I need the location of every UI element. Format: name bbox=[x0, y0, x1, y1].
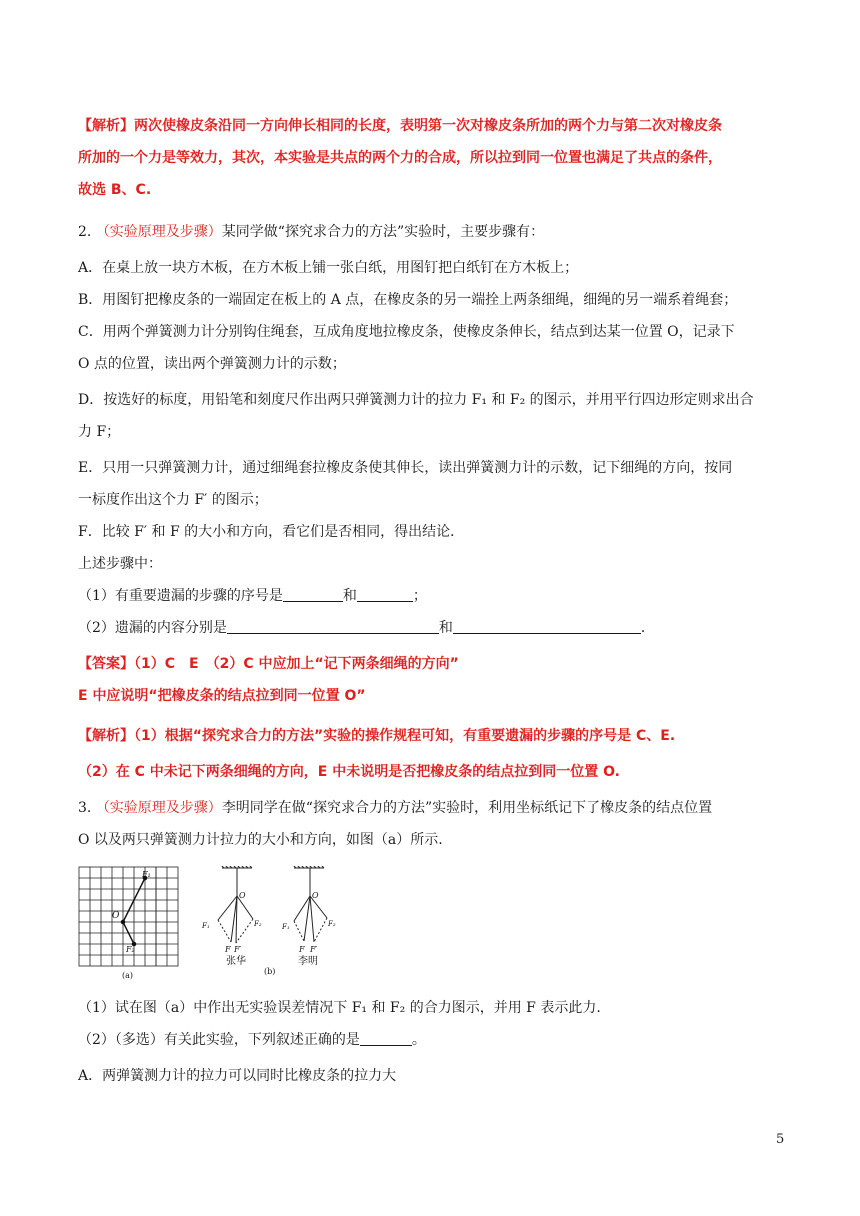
punctuation: ． bbox=[640, 620, 655, 636]
figure-a-label: (a) bbox=[122, 971, 134, 980]
step-d: D．按选好的标度，用铅笔和刻度尺作出两只弹簧测力计的拉力 F₁ 和 F₂ 的图示，并用平行四边形定则求出合 bbox=[78, 392, 754, 408]
punctuation: ； bbox=[412, 588, 427, 604]
lm-f2-label: F₂ bbox=[328, 920, 336, 928]
connector-text: 和 bbox=[438, 620, 453, 636]
sub-question-text: （2）遗漏的内容分别是 bbox=[78, 620, 227, 636]
experiment-figure bbox=[78, 866, 358, 982]
analysis-line: 【解析】（1）根据“探究求合力的方法”实验的操作规程可知，有重要遗漏的步骤的序号是 C、E. bbox=[78, 728, 676, 744]
steps-lead: 上述步骤中： bbox=[78, 556, 162, 572]
f1-label: F₁ bbox=[142, 870, 151, 879]
figure-b-label: (b) bbox=[264, 967, 276, 976]
step-e-cont: 一标度作出这个力 F′ 的图示； bbox=[78, 492, 268, 508]
step-c-cont: O 点的位置，读出两个弹簧测力计的示数； bbox=[78, 356, 346, 372]
sub-question-1 bbox=[78, 586, 427, 606]
answer-line: 【答案】（1）C E （2）C 中应加上“记下两条细绳的方向” bbox=[78, 656, 459, 672]
q3-sub-question-2 bbox=[78, 1030, 426, 1050]
answer-blank[interactable] bbox=[227, 619, 439, 634]
answer-blank[interactable] bbox=[357, 587, 413, 602]
question-stem: 某同学做“探究求合力的方法”实验时，主要步骤有： bbox=[221, 224, 545, 240]
question-3-stem bbox=[78, 798, 712, 818]
punctuation: 。 bbox=[411, 1032, 426, 1048]
lm-f-label: F bbox=[299, 945, 305, 954]
answer-blank[interactable] bbox=[283, 587, 343, 602]
lm-o-label: O bbox=[312, 891, 319, 900]
zh-o-label: O bbox=[239, 891, 246, 900]
answer-blank[interactable] bbox=[360, 1031, 412, 1046]
step-e: E．只用一只弹簧测力计，通过细绳套拉橡皮条使其伸长，读出弹簧测力计的示数，记下细绳的方向，按同 bbox=[78, 460, 733, 476]
question-number: 3. bbox=[78, 800, 92, 816]
page-number: 5 bbox=[776, 1132, 785, 1147]
lm-fprime-label: F′ bbox=[310, 945, 318, 954]
sub-question-text: （1）有重要遗漏的步骤的序号是 bbox=[78, 588, 283, 604]
step-b: B．用图钉把橡皮条的一端固定在板上的 A 点，在橡皮条的另一端拴上两条细绳，细绳的另一端系着绳套； bbox=[78, 292, 738, 308]
name-liming: 李明 bbox=[298, 956, 318, 967]
question-number: 2. bbox=[78, 224, 92, 240]
name-zhanghua: 张华 bbox=[226, 956, 246, 967]
question-3-stem-cont: O 以及两只弹簧测力计拉力的大小和方向，如图（a）所示. bbox=[78, 832, 443, 848]
answer-blank[interactable] bbox=[453, 619, 641, 634]
step-a: A．在桌上放一块方木板，在方木板上铺一张白纸，用图钉把白纸钉在方木板上； bbox=[78, 260, 579, 276]
analysis-line: 故选 B、C. bbox=[78, 182, 152, 198]
analysis-line: （2）在 C 中未记下两条细绳的方向，E 中未说明是否把橡皮条的结点拉到同一位置 O. bbox=[78, 764, 620, 780]
analysis-line: 【解析】两次使橡皮条沿同一方向伸长相同的长度，表明第一次对橡皮条所加的两个力与第二次对橡皮条 bbox=[78, 118, 722, 134]
f2-label: F₂ bbox=[126, 945, 135, 954]
sub-question-text: （2）（多选）有关此实验，下列叙述正确的是 bbox=[78, 1032, 360, 1048]
question-tag: （实验原理及步骤） bbox=[95, 224, 222, 240]
question-2-stem bbox=[78, 222, 544, 242]
point-o-label: O bbox=[112, 911, 120, 921]
setup-zhanghua bbox=[218, 866, 253, 943]
answer-line: E 中应说明“把橡皮条的结点拉到同一位置 O” bbox=[78, 688, 366, 704]
step-d-cont: 力 F； bbox=[78, 424, 121, 440]
question-stem: 李明同学在做“探究求合力的方法”实验时，利用坐标纸记下了橡皮条的结点位置 bbox=[221, 800, 713, 816]
option-a: A．两弹簧测力计的拉力可以同时比橡皮条的拉力大 bbox=[78, 1068, 397, 1084]
step-f: F．比较 F′ 和 F 的大小和方向，看它们是否相同，得出结论． bbox=[78, 524, 465, 540]
zh-f1-label: F₁ bbox=[202, 922, 210, 930]
setup-liming bbox=[293, 866, 327, 942]
sub-question-2 bbox=[78, 618, 655, 638]
zh-fprime-label: F′ bbox=[234, 945, 242, 954]
zh-f2-label: F₂ bbox=[254, 920, 262, 928]
question-tag: （实验原理及步骤） bbox=[95, 800, 222, 816]
zh-f-label: F bbox=[225, 945, 231, 954]
connector-text: 和 bbox=[342, 588, 357, 604]
analysis-line: 所加的一个力是等效力，其次，本实验是共点的两个力的合成，所以拉到同一位置也满足了共点的条件， bbox=[78, 150, 722, 166]
q3-sub-question-1: （1）试在图（a）中作出无实验误差情况下 F₁ 和 F₂ 的合力图示，并用 F 表示此力. bbox=[78, 1000, 601, 1016]
step-c: C．用两个弹簧测力计分别钩住绳套，互成角度地拉橡皮条，使橡皮条伸长，结点到达某一位置 O，记录下 bbox=[78, 324, 735, 340]
lm-f1-label: F₁ bbox=[282, 923, 290, 931]
